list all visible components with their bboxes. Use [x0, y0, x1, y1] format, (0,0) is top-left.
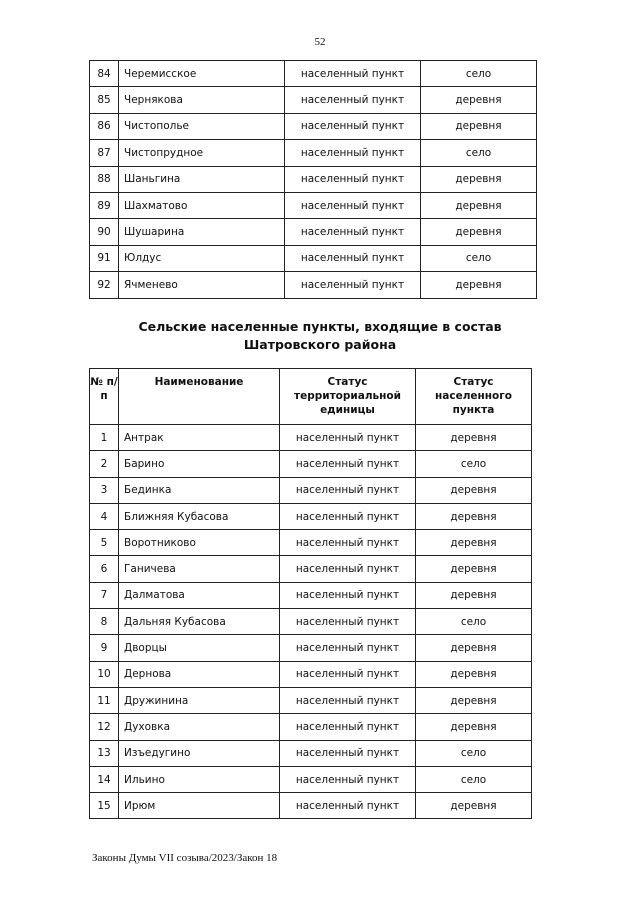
row-status-unit: населенный пункт [285, 87, 421, 113]
section-heading [0, 318, 640, 354]
row-status-settlement: деревня [421, 192, 537, 218]
settlements-table-continued [89, 60, 537, 299]
table-row [90, 661, 532, 687]
row-num: 10 [90, 661, 119, 687]
row-name: Шаньгина [119, 166, 285, 192]
row-status-unit: населенный пункт [280, 661, 416, 687]
row-status-unit: населенный пункт [280, 425, 416, 451]
table-row [90, 609, 532, 635]
row-status-settlement: деревня [416, 714, 532, 740]
row-name: Чистопрудное [119, 140, 285, 166]
row-name: Чернякова [119, 87, 285, 113]
header-status-settlement: Статус населенного пункта [416, 369, 532, 425]
row-num: 87 [90, 140, 119, 166]
row-status-settlement: деревня [416, 503, 532, 529]
row-name: Антрак [119, 425, 280, 451]
row-name: Юлдус [119, 245, 285, 271]
row-status-settlement: село [421, 140, 537, 166]
row-name: Ячменево [119, 272, 285, 298]
table-row [90, 766, 532, 792]
footer-document-reference: Законы Думы VII созыва/2023/Закон 18 [92, 852, 278, 864]
table-row [90, 192, 537, 218]
table-row [90, 687, 532, 713]
row-status-settlement: деревня [421, 219, 537, 245]
header-status-unit: Статус территориальной единицы [280, 369, 416, 425]
row-num: 89 [90, 192, 119, 218]
row-status-settlement: деревня [416, 530, 532, 556]
row-num: 2 [90, 451, 119, 477]
row-name: Дернова [119, 661, 280, 687]
row-status-unit: населенный пункт [280, 635, 416, 661]
table-row [90, 219, 537, 245]
row-name: Чистополье [119, 113, 285, 139]
row-name: Бединка [119, 477, 280, 503]
row-status-unit: населенный пункт [280, 609, 416, 635]
section-heading-line-2: Шатровского района [243, 337, 397, 352]
row-name: Духовка [119, 714, 280, 740]
row-status-unit: населенный пункт [285, 140, 421, 166]
row-status-settlement: село [416, 740, 532, 766]
row-name: Ближняя Кубасова [119, 503, 280, 529]
row-name: Ирюм [119, 793, 280, 819]
row-name: Дальняя Кубасова [119, 609, 280, 635]
row-name: Дворцы [119, 635, 280, 661]
row-name: Воротниково [119, 530, 280, 556]
row-name: Барино [119, 451, 280, 477]
row-status-unit: населенный пункт [280, 740, 416, 766]
row-status-unit: населенный пункт [285, 219, 421, 245]
row-num: 84 [90, 61, 119, 87]
row-status-unit: населенный пункт [280, 687, 416, 713]
table-row [90, 451, 532, 477]
row-status-unit: населенный пункт [285, 245, 421, 271]
row-status-settlement: деревня [416, 793, 532, 819]
row-status-unit: населенный пункт [285, 272, 421, 298]
table-row [90, 245, 537, 271]
row-status-settlement: деревня [416, 582, 532, 608]
table-row [90, 793, 532, 819]
row-name: Дружинина [119, 687, 280, 713]
row-name: Черемисское [119, 61, 285, 87]
row-num: 92 [90, 272, 119, 298]
table-row [90, 113, 537, 139]
row-num: 6 [90, 556, 119, 582]
table-row [90, 140, 537, 166]
row-num: 85 [90, 87, 119, 113]
page-number: 52 [314, 36, 326, 48]
row-name: Далматова [119, 582, 280, 608]
table-row [90, 740, 532, 766]
table-header-row [90, 369, 532, 425]
table-row [90, 582, 532, 608]
row-name: Ганичева [119, 556, 280, 582]
header-num: № п/п [90, 369, 119, 425]
table-row [90, 530, 532, 556]
section-heading-line-1: Сельские населенные пункты, входящие в состав [138, 319, 502, 334]
table-row [90, 477, 532, 503]
row-num: 13 [90, 740, 119, 766]
row-num: 11 [90, 687, 119, 713]
row-num: 15 [90, 793, 119, 819]
row-num: 90 [90, 219, 119, 245]
row-name: Ильино [119, 766, 280, 792]
row-num: 14 [90, 766, 119, 792]
row-status-unit: населенный пункт [280, 766, 416, 792]
row-status-settlement: село [416, 451, 532, 477]
row-status-unit: населенный пункт [280, 451, 416, 477]
row-status-unit: населенный пункт [280, 714, 416, 740]
row-status-unit: населенный пункт [280, 530, 416, 556]
row-num: 8 [90, 609, 119, 635]
row-status-settlement: село [416, 766, 532, 792]
table-row [90, 61, 537, 87]
row-status-settlement: деревня [416, 661, 532, 687]
row-num: 91 [90, 245, 119, 271]
row-status-settlement: село [421, 61, 537, 87]
settlements-table-shatrovsky [89, 368, 532, 819]
row-status-unit: населенный пункт [280, 582, 416, 608]
table-row [90, 87, 537, 113]
row-status-unit: населенный пункт [280, 556, 416, 582]
row-status-settlement: деревня [416, 477, 532, 503]
row-num: 12 [90, 714, 119, 740]
row-status-unit: населенный пункт [285, 166, 421, 192]
table-row [90, 556, 532, 582]
row-status-unit: населенный пункт [280, 793, 416, 819]
row-status-settlement: деревня [421, 87, 537, 113]
row-num: 4 [90, 503, 119, 529]
row-num: 5 [90, 530, 119, 556]
row-status-settlement: деревня [416, 687, 532, 713]
row-status-settlement: деревня [421, 166, 537, 192]
row-status-settlement: село [421, 245, 537, 271]
table-row [90, 503, 532, 529]
row-status-unit: населенный пункт [285, 61, 421, 87]
row-status-unit: населенный пункт [280, 477, 416, 503]
row-status-settlement: село [416, 609, 532, 635]
table-row [90, 272, 537, 298]
row-num: 7 [90, 582, 119, 608]
table-row [90, 714, 532, 740]
row-num: 88 [90, 166, 119, 192]
row-name: Изъедугино [119, 740, 280, 766]
row-status-settlement: деревня [416, 556, 532, 582]
row-status-unit: населенный пункт [285, 192, 421, 218]
row-status-unit: населенный пункт [280, 503, 416, 529]
row-num: 86 [90, 113, 119, 139]
table-row [90, 635, 532, 661]
row-status-settlement: деревня [421, 272, 537, 298]
row-num: 1 [90, 425, 119, 451]
row-status-unit: населенный пункт [285, 113, 421, 139]
row-num: 9 [90, 635, 119, 661]
header-name: Наименование [119, 369, 280, 425]
table-row [90, 166, 537, 192]
row-num: 3 [90, 477, 119, 503]
row-status-settlement: деревня [416, 635, 532, 661]
row-status-settlement: деревня [421, 113, 537, 139]
row-name: Шушарина [119, 219, 285, 245]
row-name: Шахматово [119, 192, 285, 218]
row-status-settlement: деревня [416, 425, 532, 451]
table-row [90, 425, 532, 451]
